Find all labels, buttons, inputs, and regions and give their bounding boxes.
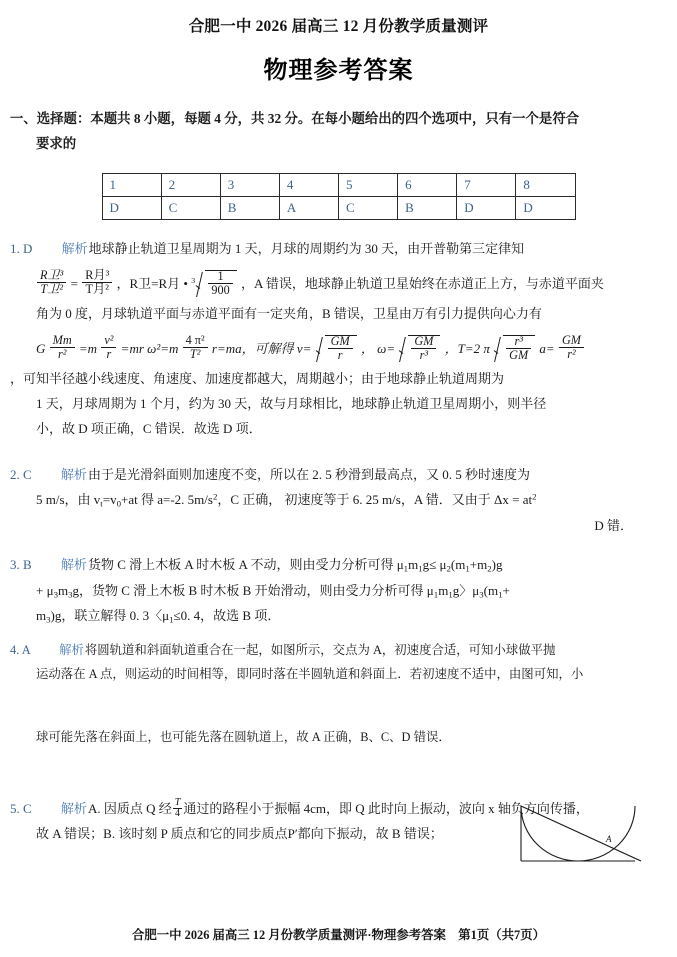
table-cell-number: 7	[457, 173, 516, 196]
table-cell-number: 3	[220, 173, 279, 196]
page-title: 合肥一中 2026 届高三 12 月份教学质量测评	[188, 18, 489, 35]
solution-5-answer: C	[23, 800, 32, 816]
solution-3-number: 3.	[10, 557, 20, 573]
answer-table	[102, 173, 576, 220]
solution-1	[10, 236, 667, 442]
solution-2-answer: C	[23, 466, 32, 482]
solution-2-line2: 5 m/s，由 $v_t=v_0+at$ 得 a=-2. $5m/s^2$，C 正确， 初速度等于 6. 25 m/s，A 错．又由于 $\Delta x = at^2$	[36, 491, 537, 509]
table-cell-answer: A	[279, 196, 338, 219]
solution-1-line3: 角为 0 度，月球轨道平面与赤道平面有一定夹角，B 错误，卫星由万有引力提供向心力有	[36, 305, 542, 321]
table-cell-answer: B	[398, 196, 457, 219]
solution-4-line1: 将圆轨道和斜面轨道重合在一起，如图所示，交点为 A，初速度合适，可知小球做平抛	[84, 643, 556, 658]
equals-sign: =	[70, 276, 78, 292]
fraction-v2-r: $\frac{\text{v²}}{r}$	[101, 334, 116, 361]
analysis-label: 解析	[60, 466, 87, 482]
solution-3-line2: + $\mu_3m_3g$，货物 C 滑上木板 B 时木板 B 开始滑动，则由受力分析可得 $\mu_1m_1g$〉$\mu_3(m_1+$	[36, 582, 510, 600]
sqrt-GM-over-r3: $\frac{GM}{\text{r³}}$	[399, 335, 440, 364]
solution-5-number: 5.	[10, 800, 20, 816]
section-heading	[10, 107, 669, 157]
solution-4-line2: 运动落在 A 点，则运动的时间相等，即同时落在半圆轨道和斜面上．若初速度不适中，由图可知，小	[36, 666, 584, 681]
analysis-label: 解析	[59, 643, 84, 658]
fraction-GM-r2: $\frac{GM}{\text{r²}}$	[559, 334, 584, 361]
solution-3-line1: 货物 C 滑上木板 A 时木板 A 不动，则由受力分析可得 $\mu_1m_1g\le \mu_2(m_1+m_2)g$	[87, 557, 503, 574]
table-cell-number: 1	[102, 173, 161, 196]
figure-incline-line	[521, 806, 641, 861]
solution-3	[10, 552, 667, 629]
solution-1-answer: D	[23, 240, 33, 256]
solution-4-line3: 球可能先落在斜面上，也可能先落在圆轨道上，故 A 正确，B、C、D 错误．	[36, 730, 451, 745]
projectile-circle-incline-figure	[513, 806, 663, 868]
solution-1-line6: 小，故 D 项正确，C 错误．故选 D 项．	[36, 421, 262, 437]
document-page	[0, 14, 677, 957]
cube-root-index: 3	[191, 276, 196, 286]
solution-2	[10, 462, 667, 538]
solution-1-formula-1	[36, 270, 667, 299]
solution-5-line1: A. 因质点 Q 经 $\frac{T}{4}$ 通过的路程小于振幅 4cm，即 Q 此时向上振动，波向 x 轴负方向传播，	[87, 797, 589, 820]
table-cell-number: 8	[516, 173, 575, 196]
table-cell-answer: B	[220, 196, 279, 219]
solution-4-number: 4.	[10, 643, 20, 658]
fraction-T-over-4: $\frac{T}{4}$	[174, 797, 181, 820]
table-cell-number: 2	[161, 173, 220, 196]
solution-1-line1: 地球静止轨道卫星周期为 1 天，月球的周期约为 30 天，由开普勒第三定律知	[88, 240, 525, 256]
analysis-label: 解析	[60, 800, 87, 816]
fraction-rv3-tv2: $\frac{\text{R卫³}}{\text{T卫²}}$	[37, 269, 66, 296]
table-cell-number: 5	[339, 173, 398, 196]
table-row-answers	[102, 196, 575, 219]
table-cell-answer: C	[339, 196, 398, 219]
sqrt-GM-over-r: $\frac{GM}{r}$	[316, 335, 357, 364]
table-cell-answer: D	[102, 196, 161, 219]
solution-3-line3: $m_3)g$，联立解得 0. 3〈$\mu_1\le 0$. 4，故选 B 项．	[36, 608, 281, 625]
analysis-label: 解析	[60, 557, 87, 573]
solution-1-number: 1.	[10, 240, 20, 256]
solution-4-answer: A	[21, 643, 30, 658]
analysis-label: 解析	[61, 240, 88, 256]
solution-2-number: 2.	[10, 466, 20, 482]
solution-2-line3: D 错．	[594, 517, 633, 533]
answer-table-container	[0, 173, 677, 220]
table-cell-answer: D	[457, 196, 516, 219]
page-footer: 合肥一中 2026 届高三 12 月份教学质量测评·物理参考答案 第1页（共7页）	[131, 928, 546, 942]
table-cell-answer: C	[161, 196, 220, 219]
table-cell-number: 4	[279, 173, 338, 196]
table-cell-number: 6	[398, 173, 457, 196]
section-heading-line1: 一、选择题：本题共 8 小题，每题 4 分，共 32 分。在每小题给出的四个选项中，只有一个是符合	[10, 111, 580, 126]
solution-1-line4: ，可知半径越小线速度、角速度、加速度都越大，周期越小；由于地球静止轨道周期为	[10, 370, 505, 386]
fraction-rm3-tm2: $\frac{\text{R月³}}{\text{T月²}}$	[82, 269, 112, 296]
figure-point-label-A: A	[606, 834, 612, 844]
solution-5-line2: 故 A 错误；B. 该时刻 P 质点和它的同步质点P′都向下振动，故 B 错误；	[36, 826, 443, 842]
fraction-Mm-r2: $\frac{Mm}{\text{r²}}$	[50, 334, 75, 361]
solution-2-line1: 由于是光滑斜面则加速度不变，所以在 2. 5 秒滑到最高点，又 0. 5 秒时速度为	[87, 466, 530, 482]
cube-root-1-over-900: $\frac{1}{900}$	[196, 270, 236, 299]
formula-1-connector: ，R卫=R月 •	[116, 276, 188, 292]
solution-1-line2: ，A 错误，地球静止轨道卫星始终在赤道正上方，与赤道平面夹	[240, 276, 604, 292]
table-row-numbers	[102, 173, 575, 196]
fraction-4pi2-T2: $\frac{\text{4 π²}}{\text{T²}}$	[183, 334, 208, 361]
solution-1-formula-2: G $\frac{Mm}{\text{r²}}$ =m $\frac{\text{v²}}{r}$ =mr ω²=m $\frac{\text{4 π²}}{\text{T²}}$ r=ma，可解得 v= $\frac{GM}{r}$ ， ω= $\frac{GM}{\text{r³}}$ ，T=2 π $\frac{\text{r³}}{GM}$ a= $\frac{GM}{\text{r²}}$	[36, 335, 667, 364]
section-heading-line2: 要求的	[36, 135, 77, 151]
table-cell-answer: D	[516, 196, 575, 219]
page-subtitle: 物理参考答案	[263, 58, 414, 84]
solution-3-answer: B	[23, 557, 32, 573]
sqrt-r3-over-GM: $\frac{\text{r³}}{GM}$	[494, 335, 535, 364]
solution-1-line5: 1 天，月球周期为 1 个月，约为 30 天，故与月球相比，地球静止轨道卫星周期小，则半径	[36, 395, 547, 411]
